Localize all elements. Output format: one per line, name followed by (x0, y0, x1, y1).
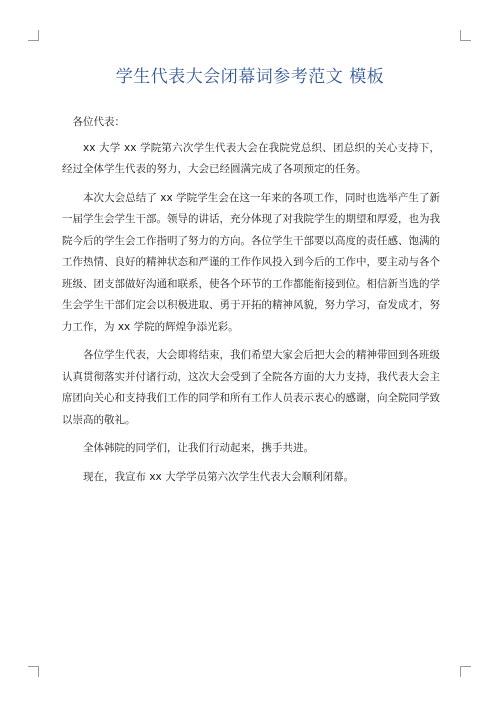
crop-mark-bottom-left (28, 666, 39, 677)
document-body (62, 112, 440, 495)
paragraph-3: 各位学生代表，大会即将结束，我们希望大家会后把大会的精神带回到各班级认真贯彻落实并付诸行动，这次大会受到了全院各方面的大力支持，我代表大会主席团向关心和支持我们工作的同学和所有工作人员表示衷心的感谢，向全院同学致以崇高的敬礼。 (62, 349, 440, 426)
crop-mark-top-right (460, 30, 471, 41)
paragraph-2: 本次大会总结了 xx 学院学生会在这一年来的各项工作，同时也选举产生了新一届学生会学生干部。领导的讲话，充分体现了对我院学生的期望和厚爱，也为我院今后的学生会工作指明了努力的方向。各位学生干部要以高度的责任感、饱满的工作热情、良好的精神状态和严谨的工作作风投入到今后的工作中，要主动与各个班级、团支部做好沟通和联系，使各个环节的工作都能衔接到位。相信新当选的学生会学生干部们定会以积极进取、勇于开拓的精神风貌，努力学习，奋发成才，努力工作，为 xx 学院的辉煌争添光彩。 (62, 191, 440, 333)
crop-mark-bottom-right (460, 666, 471, 677)
document-title: 学生代表大会闭幕词参考范文 模板 (115, 67, 385, 87)
paragraph-1: xx 大学 xx 学院第六次学生代表大会在我院党总织、团总织的关心支持下，经过全体学生代表的努力，大会已经圆满完成了各项预定的任务。 (62, 141, 440, 175)
salutation: 各位代表： (72, 116, 125, 128)
paragraph-5: 现在，我宣布 xx 大学学员第六次学生代表大会顺利闭幕。 (83, 470, 355, 483)
crop-mark-top-left (28, 30, 39, 41)
paragraph-4: 全体韩院的同学们，让我们行动起来，携手共进。 (83, 442, 314, 454)
